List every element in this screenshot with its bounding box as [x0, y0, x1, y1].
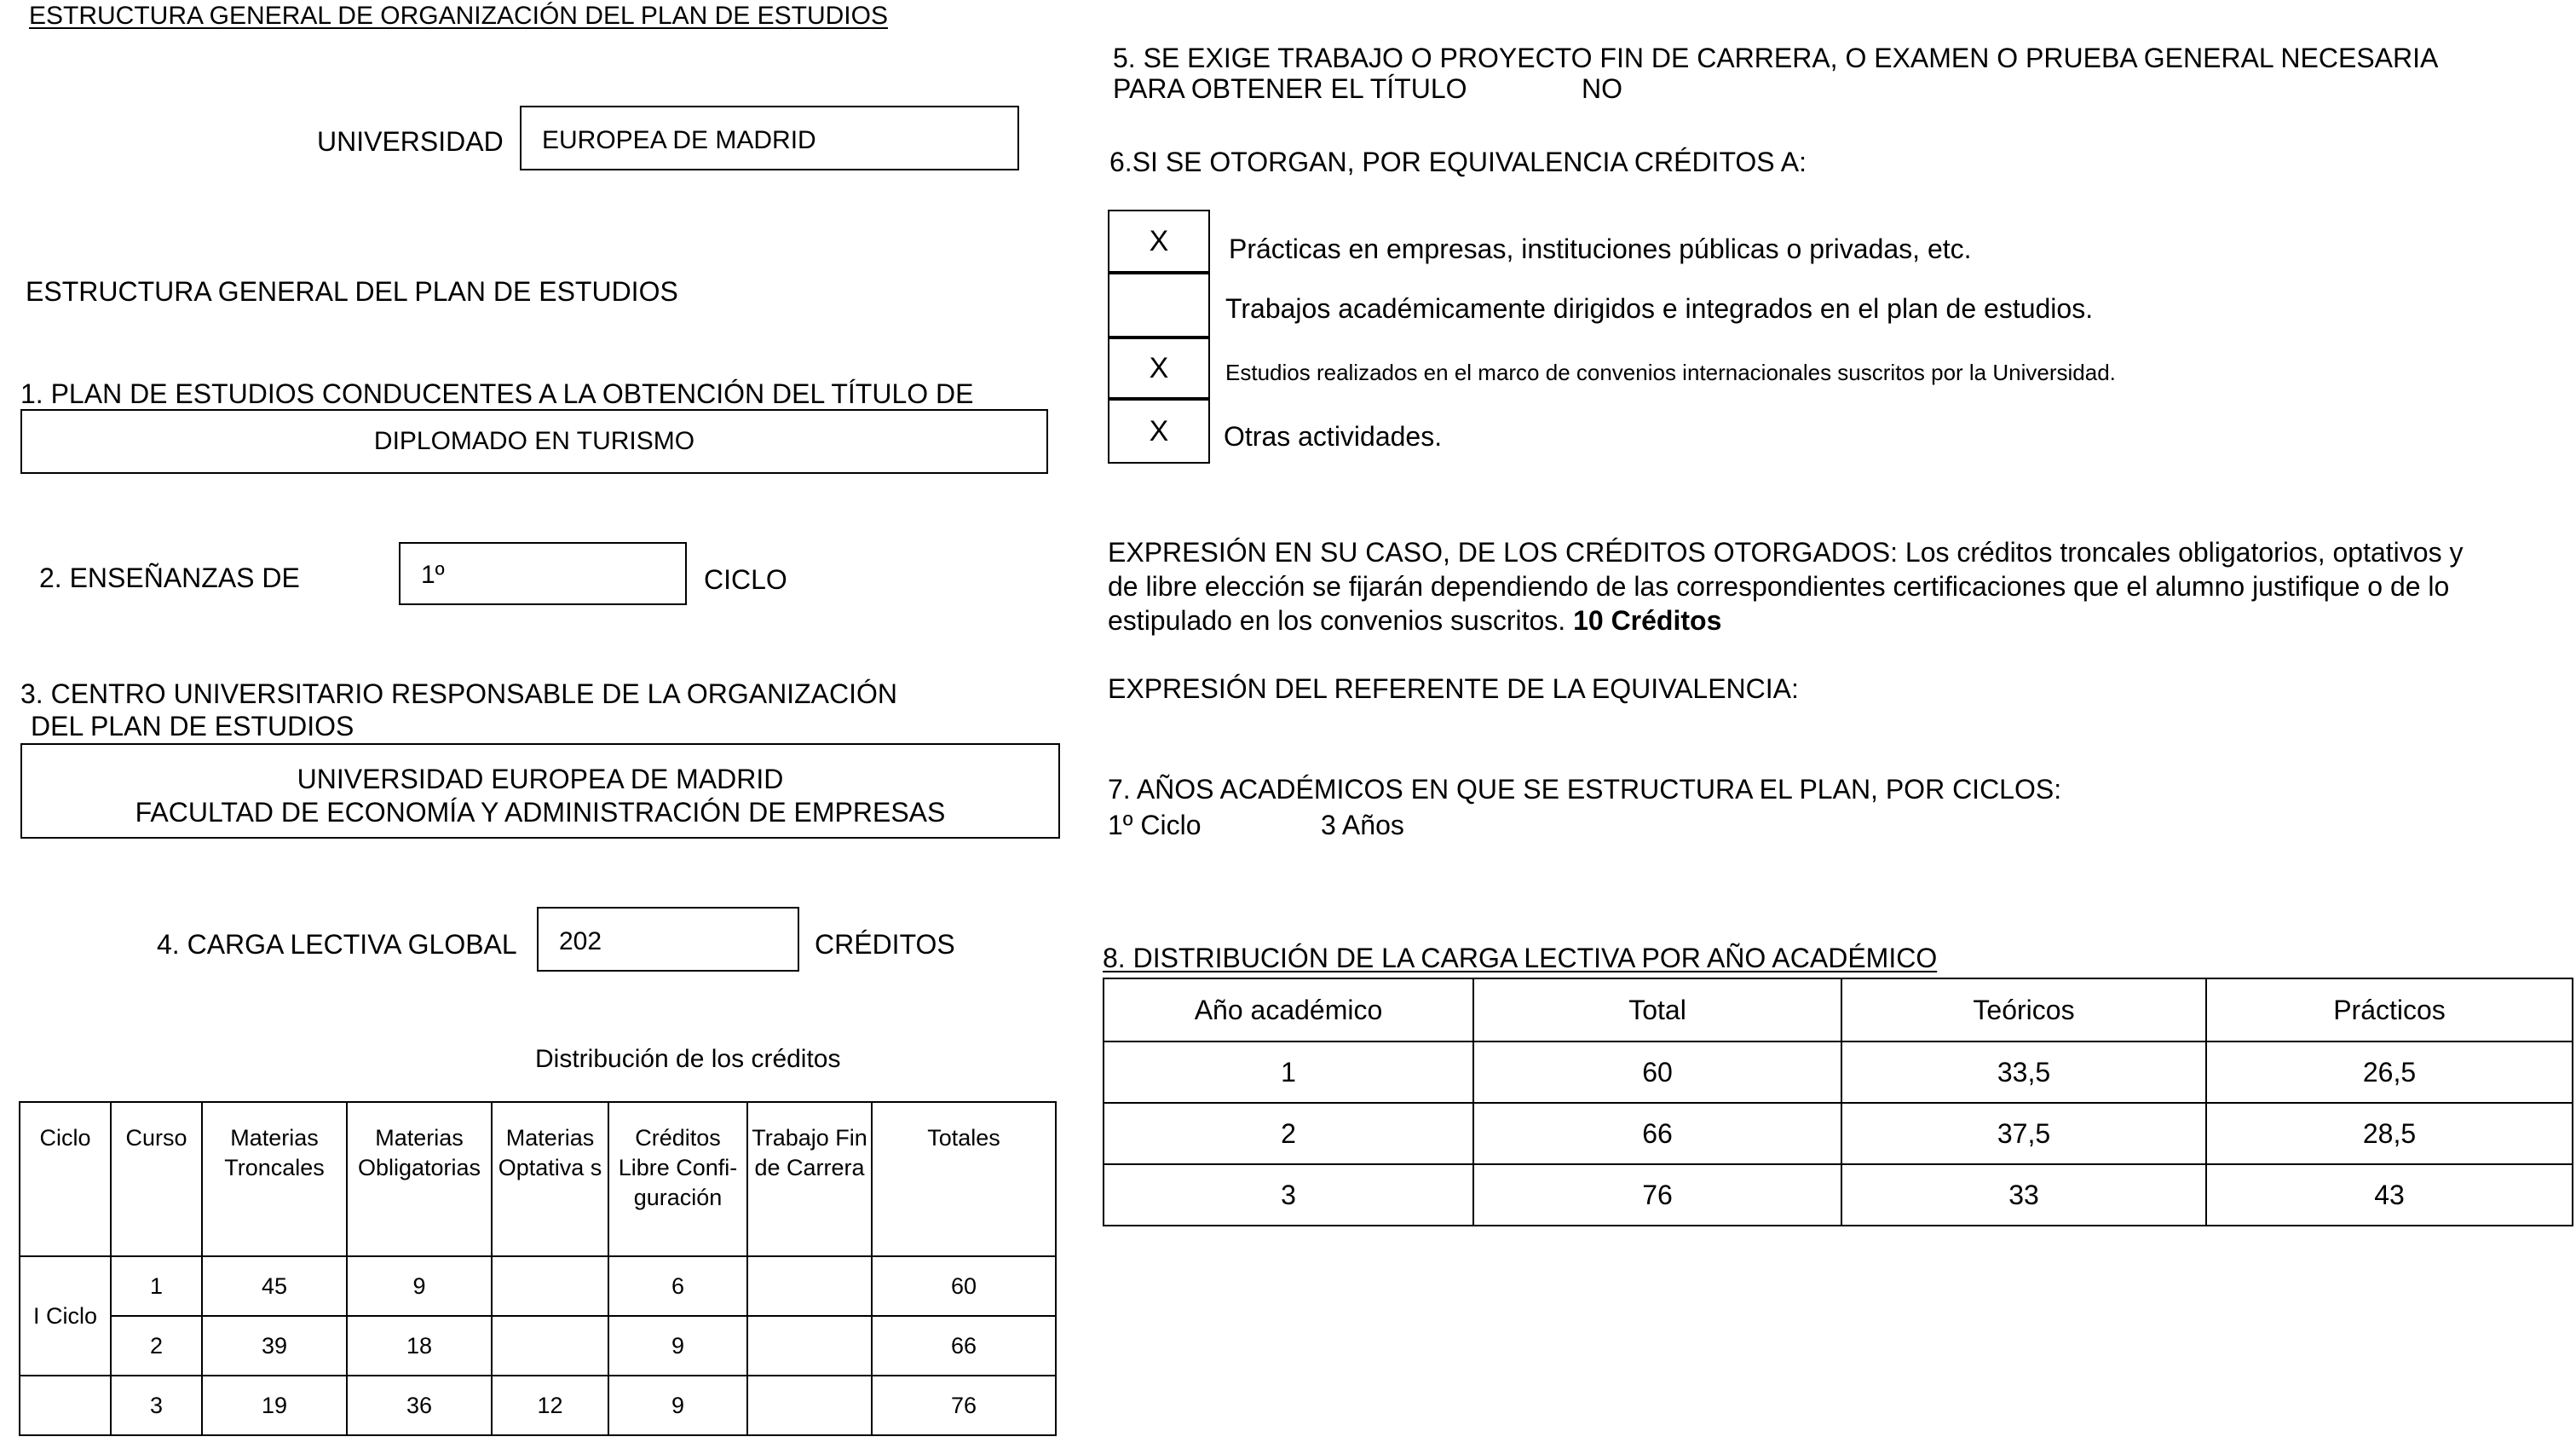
cell-trabajo: [747, 1316, 872, 1376]
table-row: [20, 1376, 1056, 1435]
universidad-value: EUROPEA DE MADRID: [542, 126, 816, 154]
cell-curso: 1: [111, 1256, 202, 1316]
option-label: Estudios realizados en el marco de convenios internacionales suscritos por la Universidad.: [1225, 360, 2116, 385]
table-row: [20, 1316, 1056, 1376]
section-4-suffix: CRÉDITOS: [815, 929, 955, 960]
cell-curso: 2: [111, 1316, 202, 1376]
distribution-title: Distribución de los créditos: [535, 1045, 841, 1073]
cell-curso: 3: [111, 1376, 202, 1435]
cell-ano: 2: [1104, 1103, 1473, 1164]
universidad-label: UNIVERSIDAD: [317, 126, 504, 157]
cell-libre: 6: [608, 1256, 747, 1316]
section-4-label: 4. CARGA LECTIVA GLOBAL: [157, 929, 517, 960]
header-trabajo: Trabajo Fin de Carrera: [747, 1102, 872, 1256]
cell-optativas: 12: [492, 1376, 608, 1435]
section-1-box: [20, 409, 1048, 474]
option-checkbox: X: [1108, 210, 1210, 273]
cell-total: 76: [1473, 1164, 1841, 1226]
section-8-title: 8. DISTRIBUCIÓN DE LA CARGA LECTIVA POR AÑO ACADÉMICO: [1103, 943, 1938, 973]
section-7-anos: 3 Años: [1321, 810, 1404, 840]
header-totales: Totales: [872, 1102, 1056, 1256]
option-label: Trabajos académicamente dirigidos e integrados en el plan de estudios.: [1225, 293, 2094, 324]
cell-practicos: 26,5: [2206, 1041, 2573, 1103]
table-row: [20, 1256, 1056, 1316]
header-obligatorias: Materias Obligatorias: [347, 1102, 492, 1256]
cell-teoricos: 37,5: [1841, 1103, 2206, 1164]
universidad-box: [520, 106, 1019, 170]
option-label: Otras actividades.: [1224, 421, 1443, 452]
option-checkbox: [1108, 273, 1210, 338]
expresion-line3-text: estipulado en los convenios suscritos.: [1108, 605, 1566, 636]
referente-label: EXPRESIÓN DEL REFERENTE DE LA EQUIVALENCIA:: [1108, 673, 1799, 704]
cell-ano: 3: [1104, 1164, 1473, 1226]
cell-libre: 9: [608, 1376, 747, 1435]
section-2-suffix: CICLO: [704, 564, 787, 595]
distribution-header-row: [1104, 978, 2573, 1041]
section-1-value: DIPLOMADO EN TURISMO: [373, 427, 695, 455]
section-2-label: 2. ENSEÑANZAS DE: [39, 563, 300, 593]
option-label: Prácticas en empresas, instituciones públicas o privadas, etc.: [1229, 234, 1972, 264]
cell-total: 66: [1473, 1103, 1841, 1164]
header-troncales: Materias Troncales: [202, 1102, 347, 1256]
section-4-value: 202: [559, 927, 602, 955]
cell-teoricos: 33: [1841, 1164, 2206, 1226]
expresion-line3: [1108, 605, 1721, 637]
section-7-title: 7. AÑOS ACADÉMICOS EN QUE SE ESTRUCTURA EL PLAN, POR CICLOS:: [1108, 774, 2062, 805]
cell-trabajo: [747, 1376, 872, 1435]
expresion-line2: de libre elección se fijarán dependiendo de las correspondientes certificaciones que el alumno justifique o de lo: [1108, 571, 2450, 602]
cell-totales: 66: [872, 1316, 1056, 1376]
cell-practicos: 28,5: [2206, 1103, 2573, 1164]
cell-ano: 1: [1104, 1041, 1473, 1103]
cell-practicos: 43: [2206, 1164, 2573, 1226]
section-5-line1: 5. SE EXIGE TRABAJO O PROYECTO FIN DE CARRERA, O EXAMEN O PRUEBA GENERAL NECESARIA: [1113, 43, 2439, 73]
cell-totales: 76: [872, 1376, 1056, 1435]
section-3-box: [20, 743, 1060, 839]
expresion-line1: EXPRESIÓN EN SU CASO, DE LOS CRÉDITOS OTORGADOS: Los créditos troncales obligatorios, optativos y: [1108, 537, 2464, 568]
cell-troncales: 45: [202, 1256, 347, 1316]
ciclo-label: I Ciclo: [20, 1256, 111, 1376]
section-3-label-line2: DEL PLAN DE ESTUDIOS: [31, 711, 354, 741]
table-row: [1104, 1164, 2573, 1226]
cell-troncales: 19: [202, 1376, 347, 1435]
section-3-label-line1: 3. CENTRO UNIVERSITARIO RESPONSABLE DE LA ORGANIZACIÓN: [20, 678, 897, 709]
cell-trabajo: [747, 1256, 872, 1316]
cell-troncales: 39: [202, 1316, 347, 1376]
table-row: [1104, 1103, 2573, 1164]
option-checkbox: X: [1108, 399, 1210, 464]
credits-header-row: [20, 1102, 1056, 1256]
cell-teoricos: 33,5: [1841, 1041, 2206, 1103]
cell-total: 60: [1473, 1041, 1841, 1103]
header-libre: Créditos Libre Confi- guración: [608, 1102, 747, 1256]
section-2-box: [399, 542, 687, 605]
estructura-title: ESTRUCTURA GENERAL DEL PLAN DE ESTUDIOS: [26, 276, 678, 307]
table-row: [1104, 1041, 2573, 1103]
cell-optativas: [492, 1316, 608, 1376]
section-2-value: 1º: [421, 561, 445, 589]
distribution-table: [1103, 978, 2573, 1226]
section-4-box: [537, 907, 799, 972]
cell-libre: 9: [608, 1316, 747, 1376]
header-teoricos: Teóricos: [1841, 978, 2206, 1041]
header-practicos: Prácticos: [2206, 978, 2573, 1041]
section-3-value-line2: FACULTAD DE ECONOMÍA Y ADMINISTRACIÓN DE EMPRESAS: [135, 797, 946, 828]
section-1-label: 1. PLAN DE ESTUDIOS CONDUCENTES A LA OBTENCIÓN DEL TÍTULO DE: [20, 378, 974, 409]
header-total: Total: [1473, 978, 1841, 1041]
section-5-value: NO: [1582, 73, 1622, 104]
cell-obligatorias: 9: [347, 1256, 492, 1316]
credits-table: [19, 1101, 1057, 1436]
page-header: ESTRUCTURA GENERAL DE ORGANIZACIÓN DEL PLAN DE ESTUDIOS: [29, 2, 888, 30]
cell-obligatorias: 18: [347, 1316, 492, 1376]
ciclo-cell-empty: [20, 1376, 111, 1435]
header-curso: Curso: [111, 1102, 202, 1256]
header-ciclo: Ciclo: [20, 1102, 111, 1256]
cell-optativas: [492, 1256, 608, 1316]
header-optativas: Materias Optativa s: [492, 1102, 608, 1256]
section-3-value-line1: UNIVERSIDAD EUROPEA DE MADRID: [297, 764, 784, 794]
cell-obligatorias: 36: [347, 1376, 492, 1435]
section-6-title: 6.SI SE OTORGAN, POR EQUIVALENCIA CRÉDITOS A:: [1109, 147, 1807, 177]
cell-totales: 60: [872, 1256, 1056, 1316]
expresion-credits: 10 Créditos: [1573, 605, 1722, 636]
option-checkbox: X: [1108, 338, 1210, 399]
header-ano: Año académico: [1104, 978, 1473, 1041]
section-5-line2: PARA OBTENER EL TÍTULO: [1113, 73, 1467, 104]
section-7-ciclo: 1º Ciclo: [1108, 810, 1202, 840]
